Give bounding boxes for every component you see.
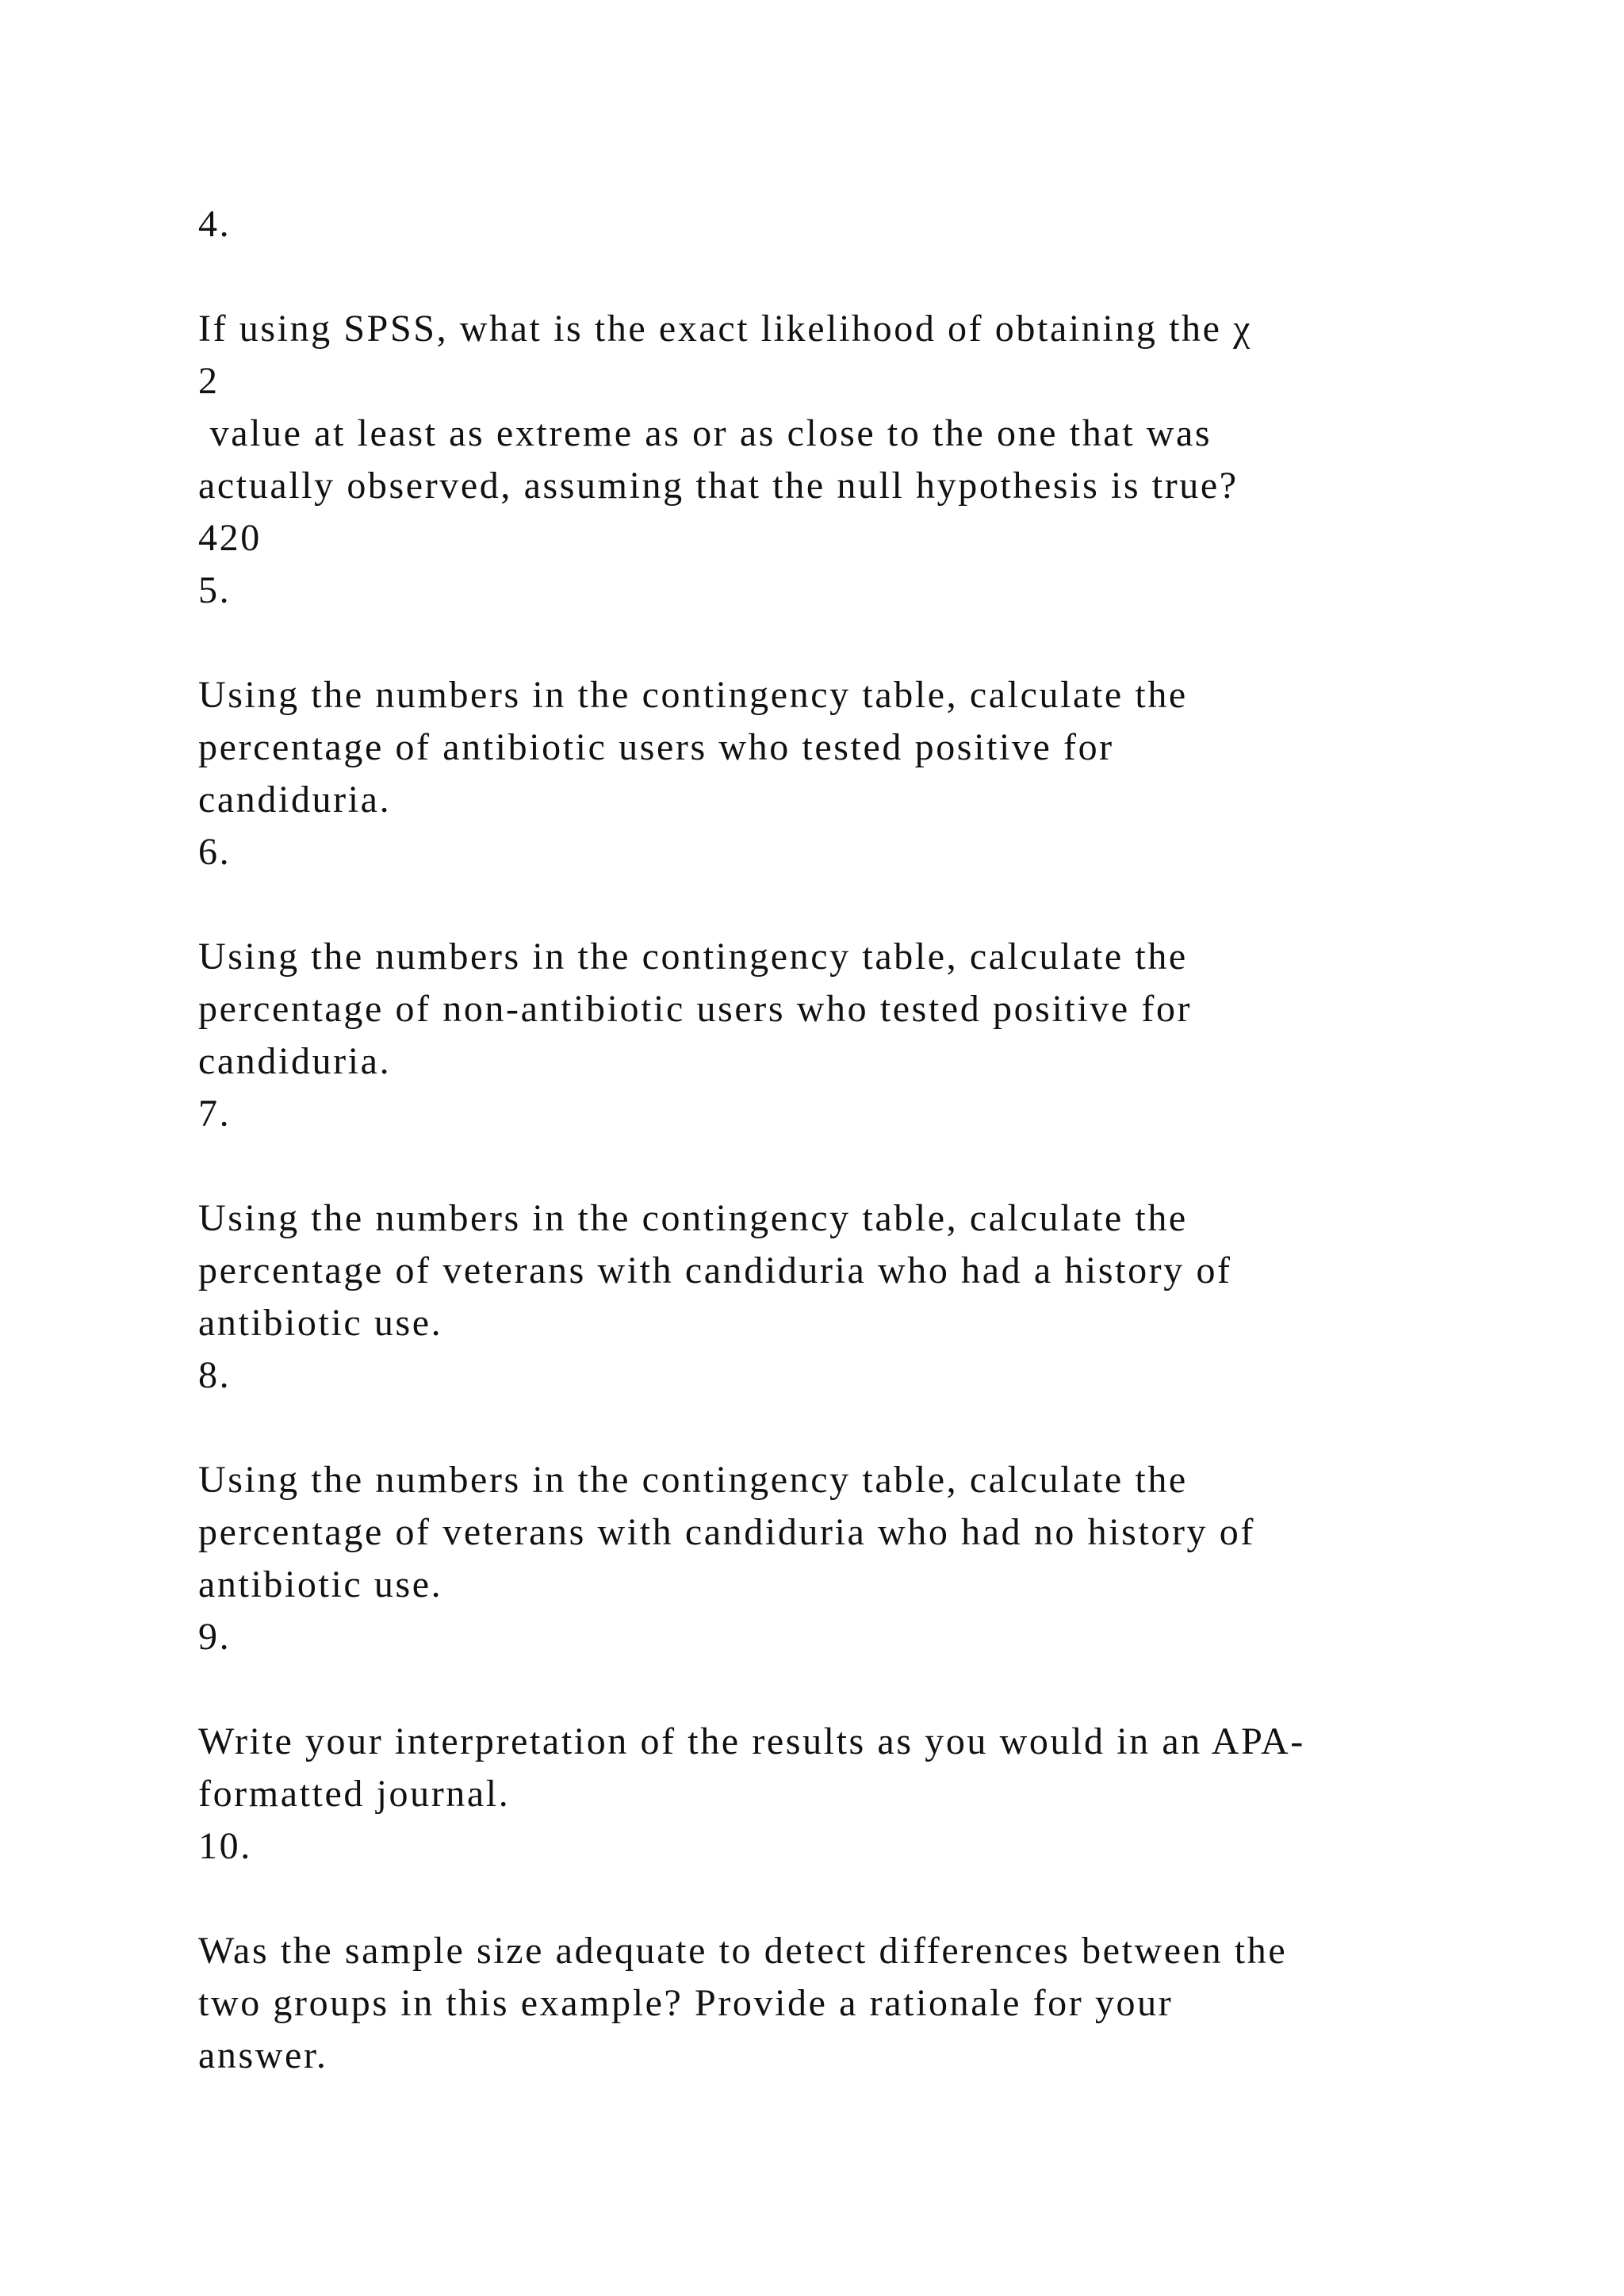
question-text-line: percentage of antibiotic users who tested positive for bbox=[198, 726, 1114, 768]
question-text-line: candiduria. bbox=[198, 1040, 392, 1082]
question-text-line: percentage of non-antibiotic users who tested positive for bbox=[198, 988, 1193, 1030]
question-text-line: candiduria. bbox=[198, 779, 392, 821]
question-text-line: two groups in this example? Provide a rationale for your bbox=[198, 1982, 1174, 2024]
question-text-line: Using the numbers in the contingency table, calculate the bbox=[198, 936, 1188, 978]
question-text-line: antibiotic use. bbox=[198, 1563, 443, 1605]
question-text-line: Using the numbers in the contingency table, calculate the bbox=[198, 1197, 1188, 1239]
question-number-6: 6. bbox=[198, 831, 232, 873]
question-text-line: Write your interpretation of the results as you would in an APA- bbox=[198, 1720, 1305, 1762]
question-text-line: antibiotic use. bbox=[198, 1302, 443, 1344]
question-number-5: 5. bbox=[198, 569, 232, 611]
question-text-line: Was the sample size adequate to detect differences between the bbox=[198, 1930, 1288, 1972]
question-text-line: Using the numbers in the contingency table, calculate the bbox=[198, 1459, 1188, 1501]
question-number-4: 4. bbox=[198, 203, 232, 245]
question-text-line: actually observed, assuming that the null hypothesis is true? bbox=[198, 465, 1239, 507]
question-text-line: Using the numbers in the contingency table, calculate the bbox=[198, 674, 1188, 716]
superscript-digit: 2 bbox=[198, 360, 220, 402]
question-text-line: answer. bbox=[198, 2034, 328, 2076]
question-number-7: 7. bbox=[198, 1093, 232, 1135]
question-number-9: 9. bbox=[198, 1616, 232, 1658]
question-text-line: formatted journal. bbox=[198, 1773, 511, 1815]
page-number: 420 bbox=[198, 517, 262, 559]
question-text-line: percentage of veterans with candiduria who had no history of bbox=[198, 1511, 1255, 1553]
question-text-line: percentage of veterans with candiduria who had a history of bbox=[198, 1249, 1232, 1292]
question-number-8: 8. bbox=[198, 1354, 232, 1396]
question-text-line: value at least as extreme as or as close to the one that was bbox=[198, 412, 1212, 454]
question-number-10: 10. bbox=[198, 1825, 252, 1867]
question-text-line: If using SPSS, what is the exact likelihood of obtaining the χ bbox=[198, 308, 1253, 350]
